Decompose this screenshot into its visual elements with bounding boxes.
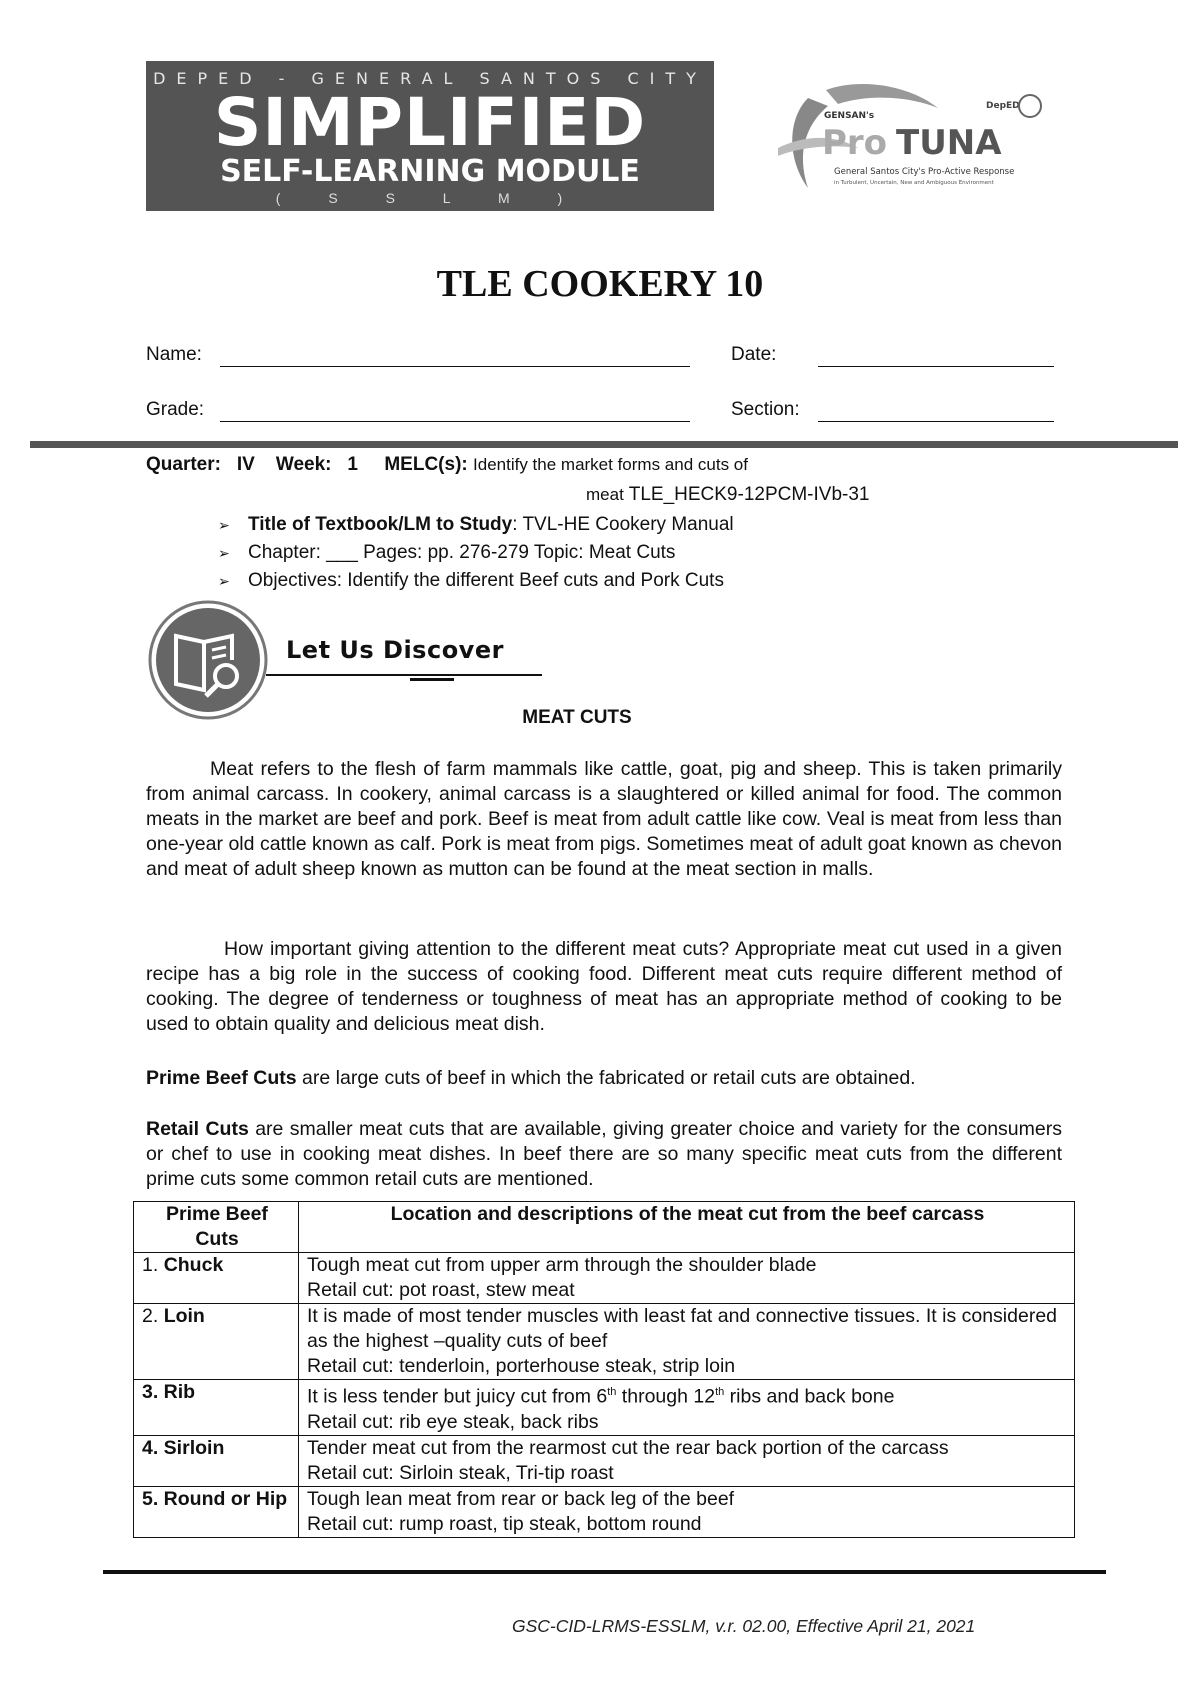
column-header-description: Location and descriptions of the meat cut from the beef carcass xyxy=(299,1202,1075,1253)
table-row xyxy=(134,1380,1075,1436)
logo-tagline-1: General Santos City's Pro-Active Response xyxy=(834,167,1015,177)
document-title: TLE COOKERY 10 xyxy=(436,263,764,305)
deped-seal-icon xyxy=(1019,95,1041,117)
objectives-text: Objectives: Identify the different Beef cuts and Pork Cuts xyxy=(248,570,724,591)
footer-divider xyxy=(103,1570,1106,1574)
banner-subtitle: SELF-LEARNING MODULE xyxy=(220,154,640,189)
banner-title: SIMPLIFIED xyxy=(213,84,647,161)
name-label: Name: xyxy=(146,344,202,365)
logo-pro: Pro xyxy=(822,123,888,163)
cut-description-cell: It is less tender but juicy cut from 6th through 12th ribs and back bone Retail cut: rib eye steak, back ribs xyxy=(299,1380,1075,1436)
retail-cuts-term: Retail Cuts xyxy=(146,1118,249,1140)
paragraph-meat-definition: Meat refers to the flesh of farm mammals like cattle, goat, pig and sheep. This is taken primarily from animal carcass. In cookery, animal carcass is a slaughtered or killed animal for food. The common meats in the market are beef and pork. Beef is meat from adult cattle like cow. Veal is meat from less than one-year old cattle known as calf. Pork is meat from pigs. Sometimes meat of adult goat known as chevon and meat of adult sheep known as mutton can be found at the meat section in malls. xyxy=(146,758,1062,880)
paragraph-retail-cuts xyxy=(146,1117,1062,1192)
melc-code: TLE_HECK9-12PCM-IVb-31 xyxy=(628,484,870,505)
paragraph-prime-cuts xyxy=(146,1066,1062,1091)
meat-cuts-heading: MEAT CUTS xyxy=(522,707,632,728)
arrow-bullet-icon: ➢ xyxy=(218,545,230,561)
discover-underline-accent xyxy=(410,678,454,681)
chapter-text: Chapter: ___ Pages: pp. 276-279 Topic: Meat Cuts xyxy=(248,542,676,563)
week-value: 1 xyxy=(347,454,358,475)
cut-name-cell: 5. Round or Hip xyxy=(134,1486,299,1537)
melc-continuation xyxy=(586,484,870,506)
cut-description-cell: Tender meat cut from the rearmost cut the rear back portion of the carcass Retail cut: Sirloin steak, Tri-tip roast xyxy=(299,1435,1075,1486)
date-label: Date: xyxy=(731,344,777,365)
column-header-prime-cuts: Prime Beef Cuts xyxy=(134,1202,299,1253)
section-label: Section: xyxy=(731,399,800,420)
section-title-let-us-discover: Let Us Discover xyxy=(286,636,504,664)
list-item xyxy=(218,567,734,595)
cut-description-cell: Tough lean meat from rear or back leg of the beef Retail cut: rump roast, tip steak, bottom round xyxy=(299,1486,1075,1537)
table-row xyxy=(134,1486,1075,1537)
cut-description-cell: It is made of most tender muscles with least fat and connective tissues. It is considered as the highest –quality cuts of beef Retail cut: tenderloin, porterhouse steak, strip loin xyxy=(299,1304,1075,1380)
textbook-value: : TVL-HE Cookery Manual xyxy=(512,514,734,535)
banner-abbr: ( S S L M ) xyxy=(275,190,585,206)
logo-tagline-2: in Turbulent, Uncertain, New and Ambiguous Environment xyxy=(834,180,994,186)
cut-description-cell: Tough meat cut from upper arm through the shoulder blade Retail cut: pot roast, stew meat xyxy=(299,1253,1075,1304)
list-item xyxy=(218,511,734,539)
textbook-label: Title of Textbook/LM to Study xyxy=(248,514,513,535)
table-row xyxy=(134,1435,1075,1486)
melc-label: MELC(s): xyxy=(384,454,468,475)
discover-underline xyxy=(266,674,542,676)
arrow-bullet-icon: ➢ xyxy=(218,517,230,533)
sslm-banner xyxy=(146,61,714,211)
retail-cuts-definition: are smaller meat cuts that are available, giving greater choice and variety for the consumers or chef to use in cooking meat dishes. In beef there are so many specific meat cuts from the different prime cuts some common retail cuts are mentioned. xyxy=(146,1118,1062,1190)
table-header-row xyxy=(134,1202,1075,1253)
logo-tuna: TUNA xyxy=(896,123,1002,163)
cut-name-cell: 2. Loin xyxy=(134,1304,299,1380)
melc-meat: meat xyxy=(586,485,624,504)
name-field[interactable] xyxy=(220,366,690,367)
quarter-label: Quarter: xyxy=(146,454,221,475)
arrow-bullet-icon: ➢ xyxy=(218,573,230,589)
cut-name-cell: 1. Chuck xyxy=(134,1253,299,1304)
melc-text: Identify the market forms and cuts of xyxy=(473,455,748,474)
study-info-list xyxy=(218,511,734,595)
table-row xyxy=(134,1253,1075,1304)
section-field[interactable] xyxy=(818,421,1054,422)
quarter-value: IV xyxy=(236,454,255,475)
footer-version: GSC-CID-LRMS-ESSLM, v.r. 02.00, Effective April 21, 2021 xyxy=(512,1616,976,1636)
table-row xyxy=(134,1304,1075,1380)
grade-field[interactable] xyxy=(220,421,690,422)
logo-gensan: GENSAN's xyxy=(824,111,875,121)
protuna-logo xyxy=(768,78,1058,203)
grade-label: Grade: xyxy=(146,399,205,420)
banner-top-text: DEPED - GENERAL SANTOS CITY xyxy=(153,69,707,88)
logo-deped: DepED xyxy=(986,101,1020,111)
date-field[interactable] xyxy=(818,366,1054,367)
week-label: Week: xyxy=(275,454,332,475)
book-magnifier-icon xyxy=(146,598,270,722)
prime-beef-cuts-table xyxy=(133,1201,1075,1538)
prime-cuts-definition: are large cuts of beef in which the fabricated or retail cuts are obtained. xyxy=(296,1067,916,1089)
prime-cuts-term: Prime Beef Cuts xyxy=(146,1067,297,1089)
cut-name-cell: 3. Rib xyxy=(134,1380,299,1436)
paragraph-importance: How important giving attention to the different meat cuts? Appropriate meat cut used in a given recipe has a big role in the success of cooking food. Different meat cuts require different method of cooking. The degree of tenderness or toughness of meat has an appropriate method of cooking to be used to obtain quality and delicious meat dish. xyxy=(146,938,1062,1035)
header-divider xyxy=(30,441,1178,448)
quarter-line xyxy=(146,454,748,476)
list-item xyxy=(218,539,734,567)
cut-name-cell: 4. Sirloin xyxy=(134,1435,299,1486)
